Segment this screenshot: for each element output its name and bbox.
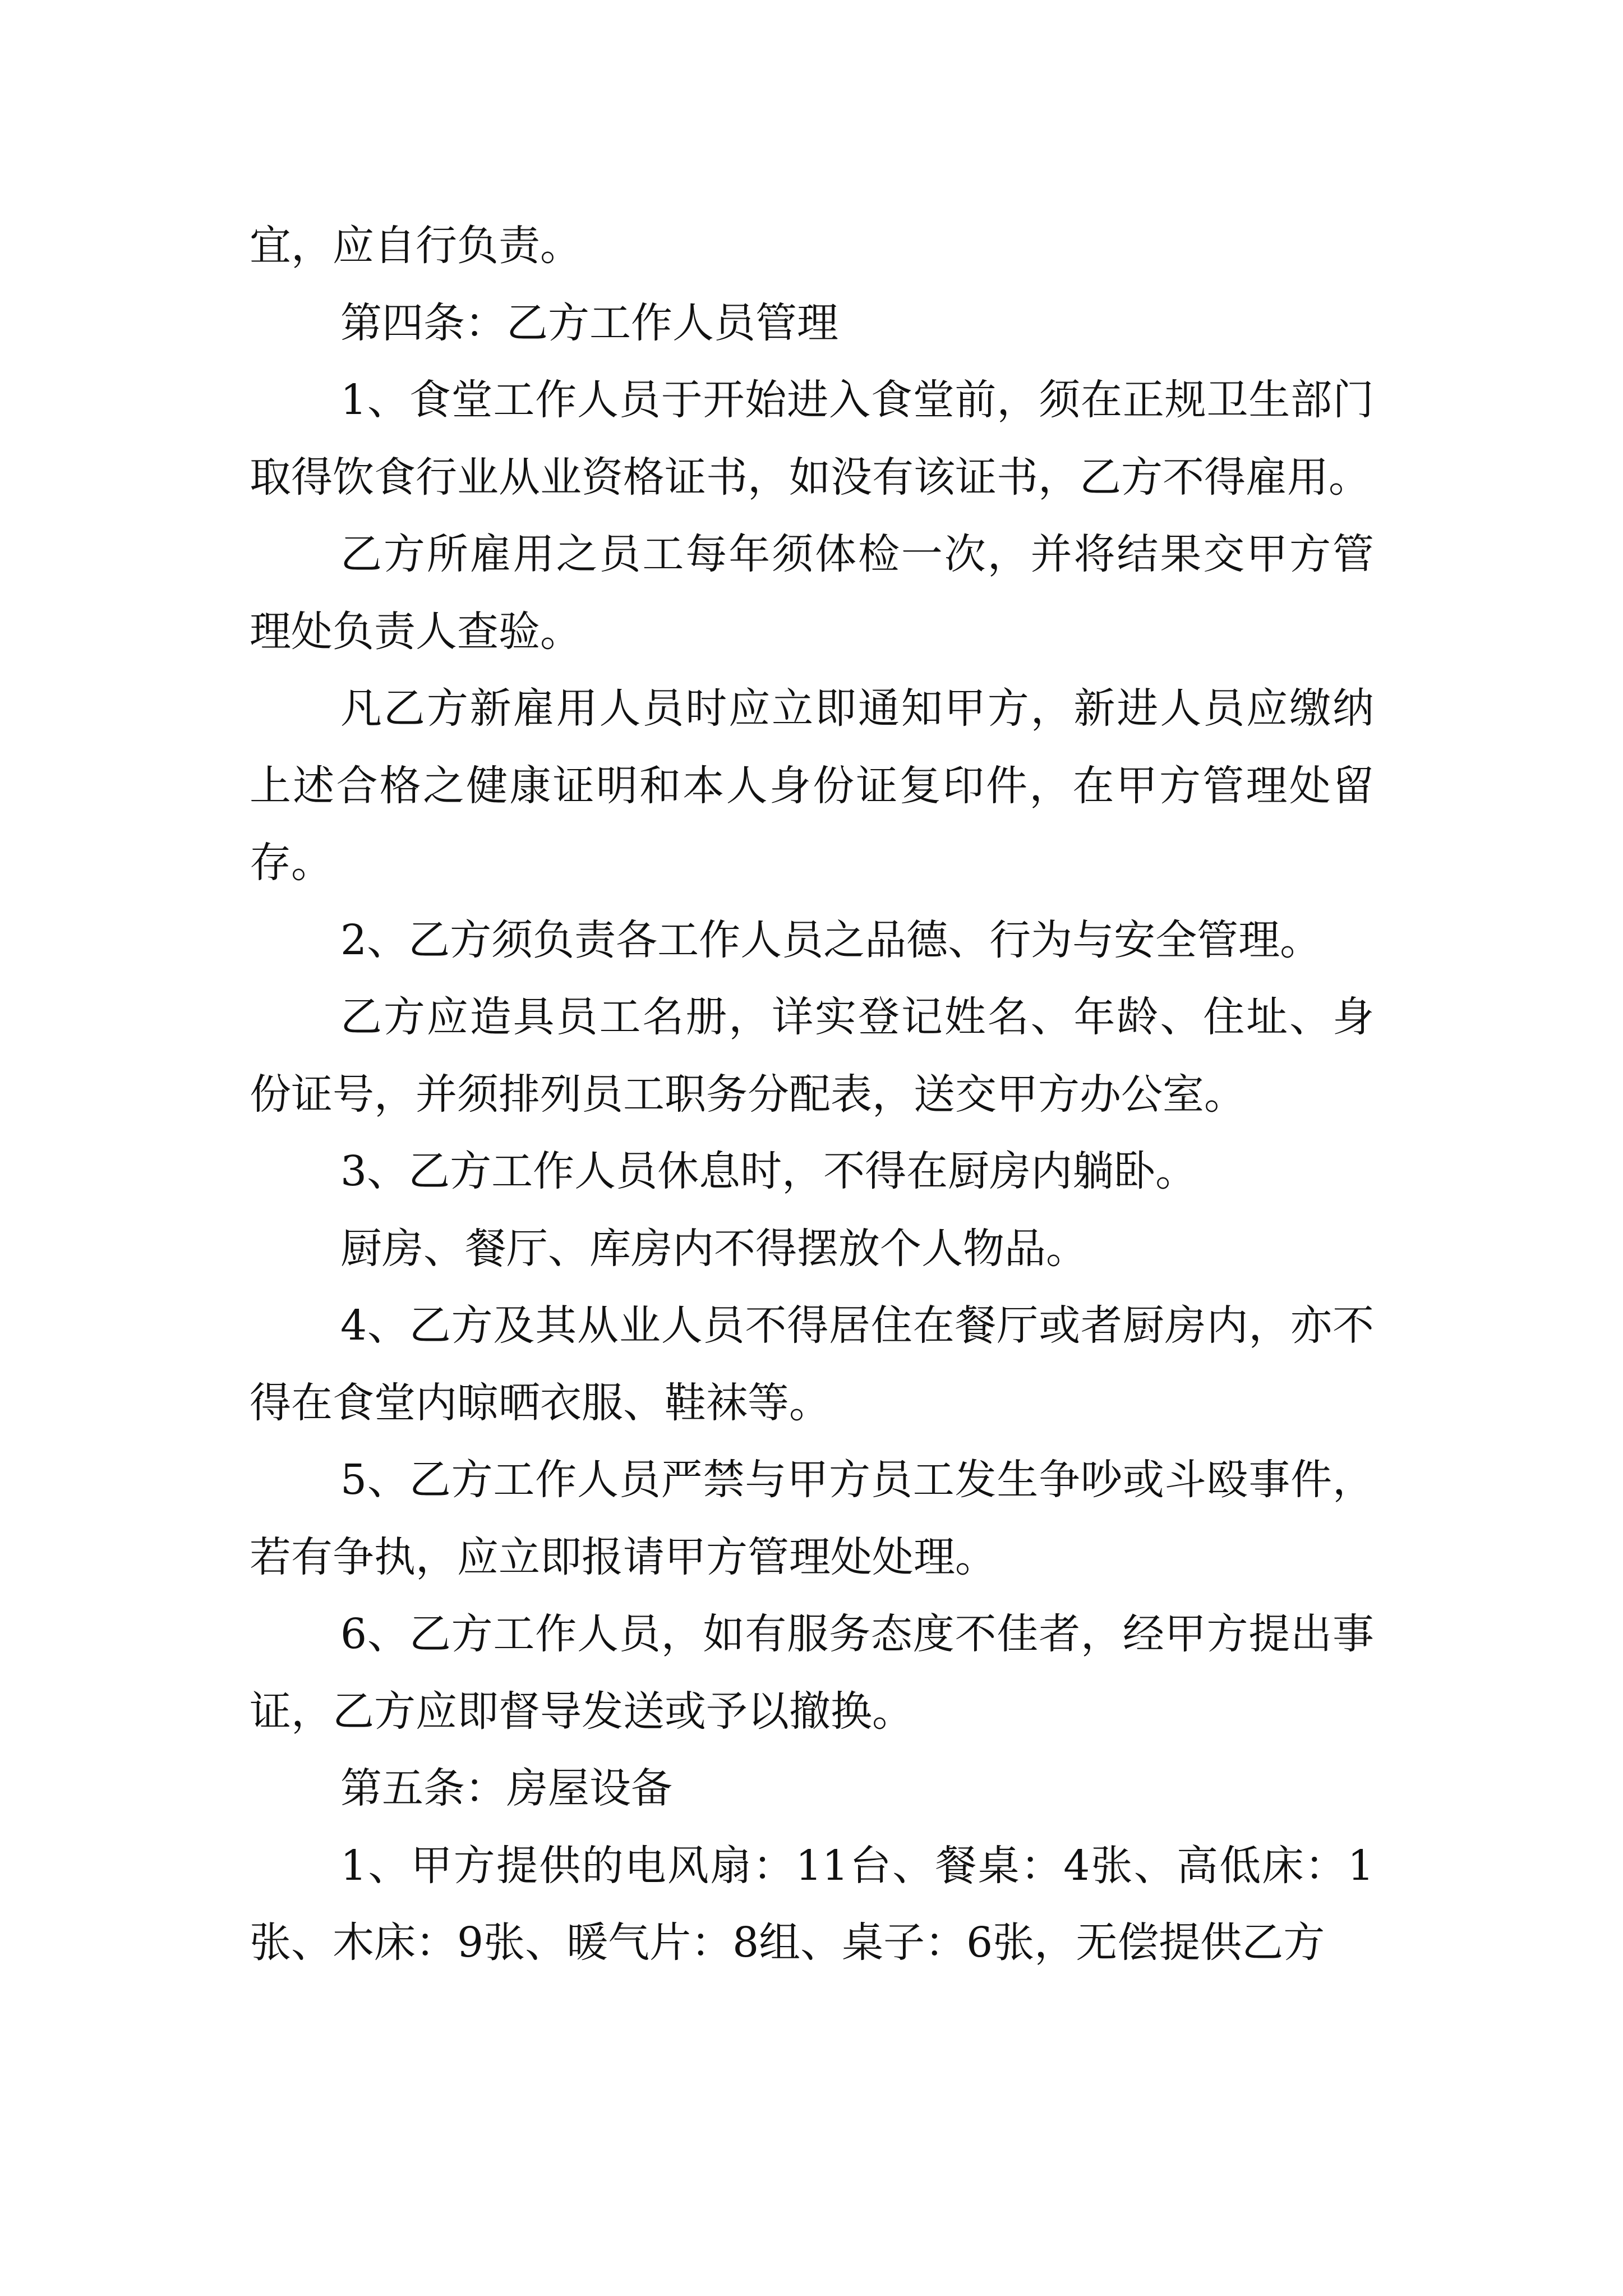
paragraph-item-4: 4、乙方及其从业人员不得居住在餐厅或者厨房内，亦不得在食堂内晾晒衣服、鞋袜等。 — [250, 1301, 1374, 1427]
paragraph-item-1: 1、食堂工作人员于开始进入食堂前，须在正规卫生部门取得饮食行业从业资格证书，如没有该证书，乙方不得雇用。 — [250, 376, 1374, 501]
paragraph-item-3: 3、乙方工作人员休息时，不得在厨房内躺卧。 — [340, 1147, 1197, 1195]
document-body — [250, 208, 1374, 1982]
paragraph-new-hires: 凡乙方新雇用人员时应立即通知甲方，新进人员应缴纳上述合格之健康证明和本人身份证复印件，在甲方管理处留存。 — [250, 684, 1374, 887]
paragraph-continuation: 宜，应自行负责。 — [250, 222, 582, 270]
paragraph-item-2: 2、乙方须负责各工作人员之品德、行为与安全管理。 — [340, 915, 1322, 964]
paragraph-item-6: 6、乙方工作人员，如有服务态度不佳者，经甲方提出事证，乙方应即督导发送或予以撤换。 — [250, 1610, 1374, 1736]
section-heading-article-5: 第五条：房屋设备 — [340, 1764, 672, 1812]
paragraph-staff-register: 乙方应造具员工名册，详实登记姓名、年龄、住址、身份证号，并须排列员工职务分配表，送交甲方办公室。 — [250, 993, 1374, 1119]
paragraph-health-check: 乙方所雇用之员工每年须体检一次，并将结果交甲方管理处负责人查验。 — [250, 530, 1374, 656]
paragraph-equipment-list: 1、甲方提供的电风扇：11台、餐桌：4张、高低床：1张、木床：9张、暖气片：8组、桌子：6张，无偿提供乙方 — [250, 1841, 1374, 1967]
section-heading-article-4: 第四条：乙方工作人员管理 — [340, 298, 838, 347]
paragraph-personal-items: 厨房、餐厅、库房内不得摆放个人物品。 — [340, 1224, 1087, 1273]
paragraph-item-5: 5、乙方工作人员严禁与甲方员工发生争吵或斗殴事件，若有争执，应立即报请甲方管理处处理。 — [250, 1456, 1374, 1581]
